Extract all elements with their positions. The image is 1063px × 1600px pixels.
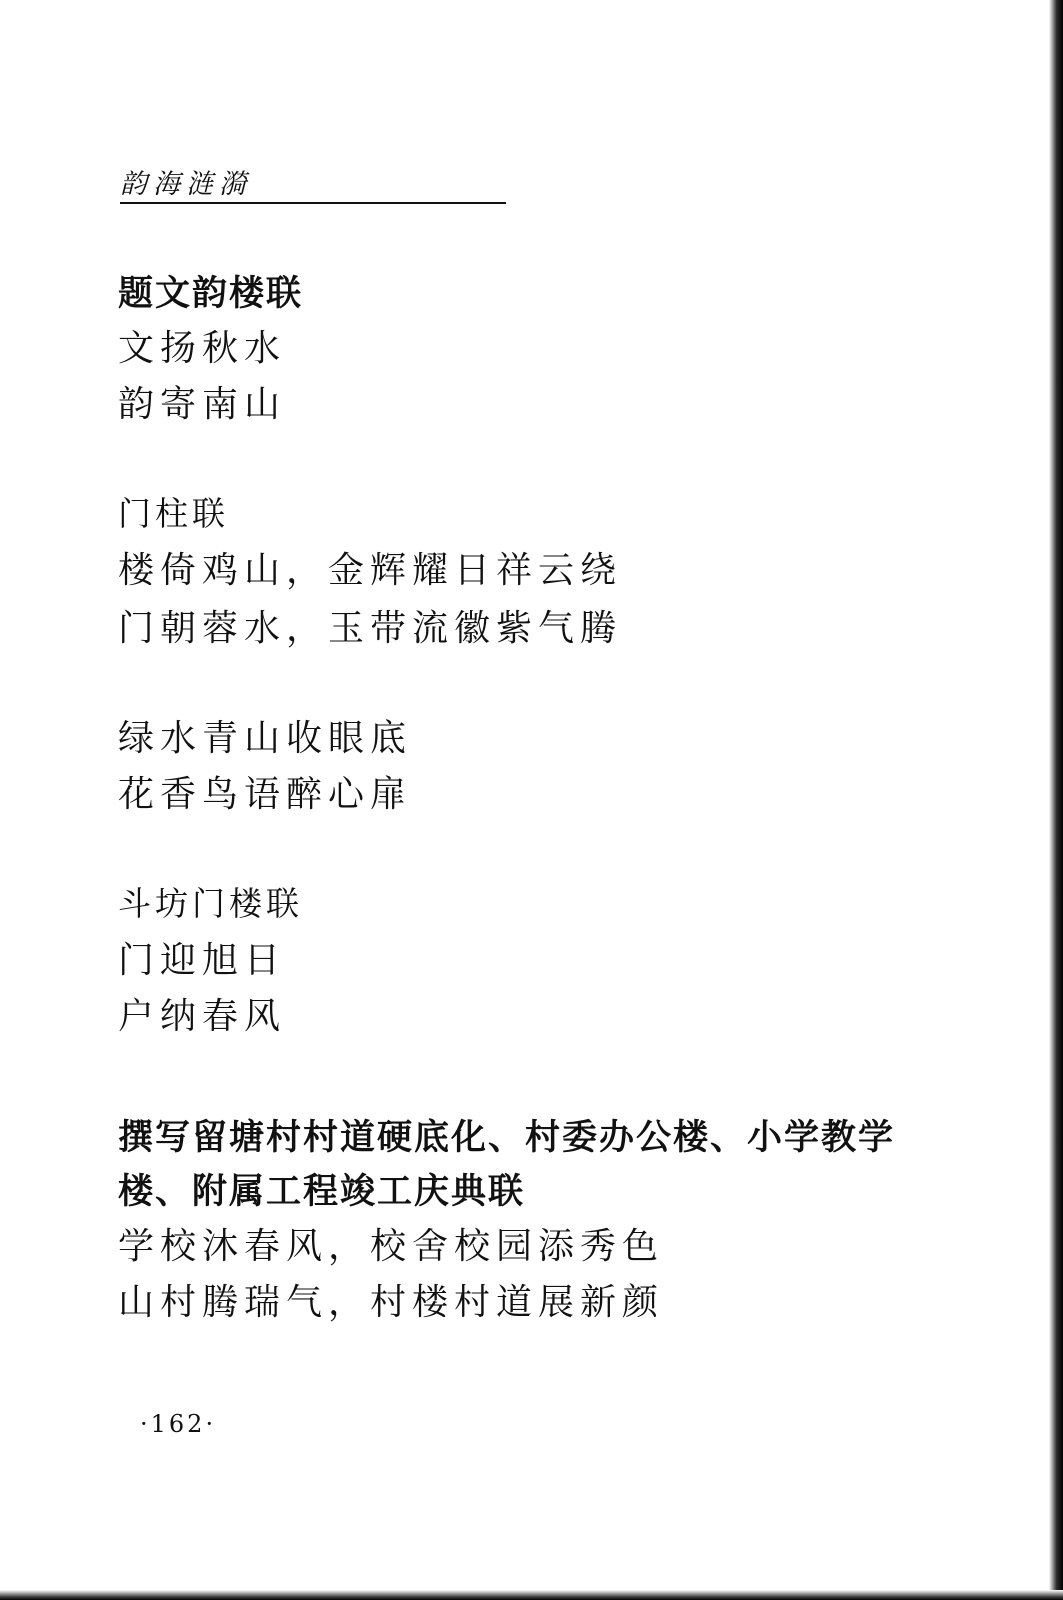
section-title-line: 楼、附属工程竣工庆典联: [118, 1172, 526, 1212]
running-head-rule: [120, 202, 506, 204]
couplet-line: 门朝蓉水，玉带流徽紫气腾: [118, 608, 623, 649]
running-head: 韵海涟漪: [120, 169, 252, 200]
couplet-line: 户纳春风: [118, 996, 287, 1037]
page-edge-bottom: [0, 1590, 1063, 1600]
couplet-line: 文扬秋水: [118, 328, 287, 369]
couplet-line: 楼倚鸡山，金辉耀日祥云绕: [118, 550, 623, 591]
couplet-line: 山村腾瑞气，村楼村道展新颜: [118, 1282, 665, 1323]
couplet-line: 学校沐春风，校舍校园添秀色: [118, 1226, 665, 1267]
page-number: ·162·: [140, 1410, 217, 1438]
section-title: 斗坊门楼联: [118, 884, 303, 923]
couplet-line: 韵寄南山: [118, 384, 287, 425]
section-title: 题文韵楼联: [118, 274, 304, 314]
section-title: 门柱联: [118, 494, 229, 533]
page-edge-right: [1049, 0, 1063, 1600]
section-title-line: 撰写留塘村村道硬底化、村委办公楼、小学教学: [118, 1118, 896, 1158]
couplet-line: 绿水青山收眼底: [118, 718, 413, 759]
couplet-line: 花香鸟语醉心扉: [118, 774, 413, 815]
couplet-line: 门迎旭日: [118, 940, 287, 981]
